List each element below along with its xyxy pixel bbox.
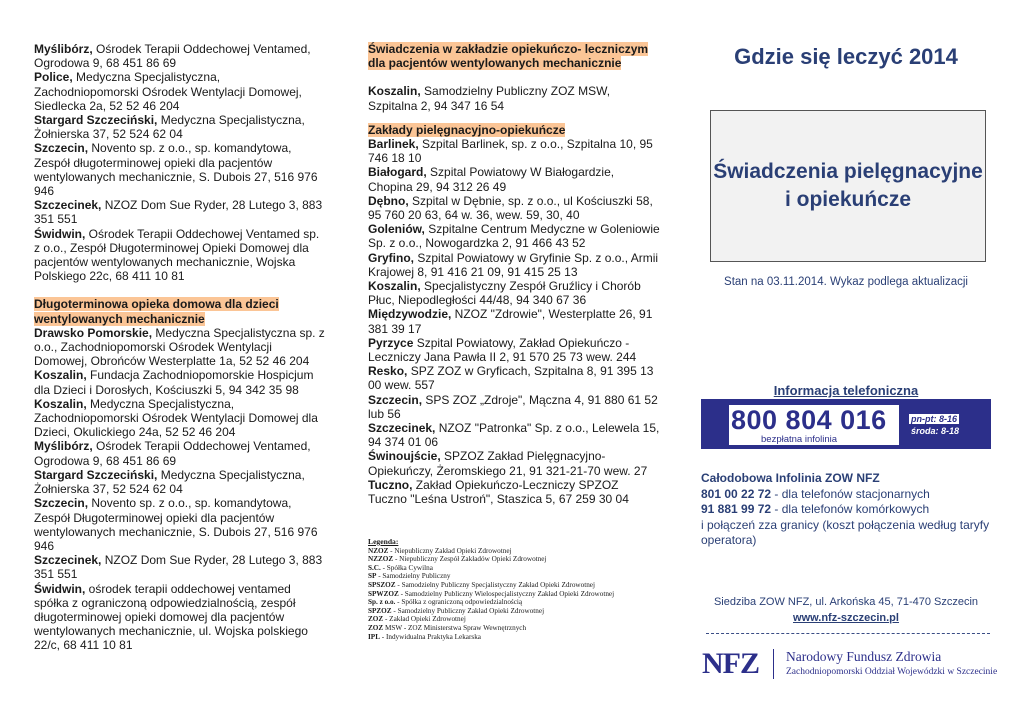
entry-details: NZOZ Dom Sue Ryder, 28 Lutego 3, 883 351 551: [34, 553, 323, 582]
address: Siedziba ZOW NFZ, ul. Arkońska 45, 71-470 Szczecin: [713, 596, 979, 608]
entry-city: Gryfino,: [368, 250, 415, 265]
section-header-zol: [368, 42, 660, 70]
list-item: [34, 468, 326, 496]
list-item: [368, 364, 660, 392]
list-item: [368, 165, 660, 193]
entry-details: Medyczna Specjalistyczna sp. z o.o., Zachodniopomorski Ośrodek Wentylacji Domowej, Obrońców Westerplatte 1a, 52 52 46 204: [34, 325, 325, 369]
list-item: [368, 137, 660, 165]
page-title: Gdzie się leczyć 2014: [734, 44, 958, 69]
hotline-number[interactable]: 800 804 016: [731, 405, 887, 435]
entry-city: Białogard,: [368, 165, 427, 180]
entry-details: Medyczna Specjalistyczna, Zachodniopomorski Ośrodek Wentylacji Domowej dla Dzieci, Okulickiego 24a, 52 52 46 204: [34, 396, 318, 440]
list-item: [368, 393, 660, 421]
list-item: [34, 326, 326, 369]
zol-list: [368, 84, 660, 112]
legend-item: [368, 581, 628, 590]
entry-city: Goleniów,: [368, 222, 425, 237]
cal-title: Całodobowa Infolinia ZOW NFZ: [701, 471, 880, 485]
legend-desc: - Indywidualna Praktyka Lekarska: [379, 632, 481, 641]
legend-abbr: NZOZ: [368, 546, 389, 555]
entry-details: Samodzielny Publiczny ZOZ MSW, Szpitalna 2, 94 347 16 54: [368, 84, 611, 113]
cover-title: Świadczenia pielęgnacyjne i opiekuńcze: [713, 160, 983, 211]
entry-details: Fundacja Zachodniopomorskie Hospicjum dla Dzieci i Dorosłych, Kościuszki 5, 94 342 35 98: [34, 368, 314, 397]
entry-city: Barlinek,: [368, 137, 419, 152]
section-header-children: [34, 297, 326, 325]
legend-item: [368, 547, 628, 556]
legend-abbr: SPSZOZ: [368, 580, 396, 589]
entry-city: Myślibórz,: [34, 42, 93, 56]
entry-city: Stargard Szczeciński,: [34, 467, 158, 482]
list-item: [34, 198, 326, 226]
cal-number-mobile[interactable]: 91 881 99 72: [701, 502, 772, 516]
update-note: Stan na 03.11.2014. Wykaz podlega aktualizacji: [724, 276, 968, 288]
legend-abbr: SPWZOZ: [368, 589, 399, 598]
cal-desc-abroad: i połączeń zza granicy (koszt połączenia według taryfy operatora): [701, 517, 990, 547]
entry-city: Świdwin,: [34, 226, 86, 241]
entry-city: Tuczno,: [368, 477, 413, 492]
entry-details: Zakład Opiekuńczo-Leczniczy SPZOZ Tuczno "Leśna Ustroń", Staszica 5, 67 259 30 04: [368, 477, 629, 507]
list-item: [34, 397, 326, 440]
section-header-zpo: [368, 123, 660, 137]
legend-desc: - Spółka Cywilna: [380, 563, 433, 572]
legend-desc: - Samodzielny Publiczny: [376, 572, 451, 581]
entry-details: SPZ ZOZ w Gryficach, Szpitalna 8, 91 395 13 00 wew. 557: [368, 364, 654, 393]
zpo-list: [368, 137, 660, 506]
entry-details: NZOZ "Patronka" Sp. z o.o., Lelewela 15, 94 374 01 06: [368, 421, 660, 450]
legend-abbr: ZOZ: [368, 615, 384, 624]
legend-title: Legenda:: [368, 537, 399, 546]
list-item: [34, 227, 326, 284]
entry-city: Świnoujście,: [368, 449, 441, 464]
hotline-hours: [903, 413, 959, 437]
hours-weekdays: pn-pt: 8-16: [911, 414, 957, 424]
entry-city: Police,: [34, 70, 73, 85]
list-item: [34, 439, 326, 467]
legend-item: [368, 598, 628, 607]
entry-city: Resko,: [368, 364, 408, 379]
legend-desc: - Samodzielny Publiczny Zakład Opieki Zdrowotnej: [391, 606, 545, 615]
entry-details: Szpital Powiatowy w Gryfinie Sp. z o.o., Armii Krajowej 8, 91 416 21 09, 91 415 25 13: [368, 250, 659, 279]
section-header-children-text: Długoterminowa opieka domowa dla dzieci wentylowanych mechanicznie: [34, 297, 279, 326]
legend-desc: - Samodzielny Publiczny Wielospecjalistyczny Zakład Opieki Zdrowotnej: [398, 589, 615, 598]
legend-item: [368, 590, 628, 599]
entry-details: SPZOZ Zakład Pielęgnacyjno-Opiekuńczy, Żeromskiego 21, 91 321-21-70 wew. 27: [368, 449, 648, 478]
info-heading: Informacja telefoniczna: [773, 383, 919, 398]
entry-city: Świdwin,: [34, 581, 86, 596]
list-item: [368, 194, 660, 222]
entry-details: Medyczna Specjalistyczna, Żołnierska 37, 52 524 62 04: [34, 467, 305, 497]
cal-desc-landline: - dla telefonów stacjonarnych: [771, 486, 930, 501]
list-item: [34, 368, 326, 396]
legend-abbr: IPL: [368, 632, 380, 641]
legend-abbr: S.C.: [368, 563, 381, 572]
list-item: [34, 42, 326, 70]
legend-desc: - Niepubliczny Zakład Opieki Zdrowotnej: [388, 546, 512, 555]
home-ventilation-adults-list: [34, 42, 326, 283]
list-item: [368, 421, 660, 449]
legend-item: [368, 564, 628, 573]
section-header-zol-text: Świadczenia w zakładzie opiekuńczo- leczniczym dla pacjentów wentylowanych mechanicznie: [368, 42, 649, 71]
legend-item: [368, 572, 628, 581]
list-item: [34, 496, 326, 553]
entry-details: Szpital Barlinek, sp. z o.o., Szpitalna 10, 95 746 18 10: [368, 137, 653, 166]
entry-details: Ośrodek Terapii Oddechowej Ventamed, Ogrodowa 9, 68 451 86 69: [34, 42, 311, 71]
entry-city: Koszalin,: [368, 84, 421, 99]
legend-desc: - Niepubliczny Zespół Zakładów Opieki Zdrowotnej: [393, 555, 547, 564]
dashed-divider: [706, 633, 990, 634]
column-middle: [368, 42, 660, 506]
list-item: [368, 336, 660, 364]
entry-details: Specjalistyczny Zespół Gruźlicy i Chorób Płuc, Niepodległości 44/48, 94 340 67 36: [368, 279, 641, 308]
entry-details: Ośrodek Terapii Oddechowej Ventamed sp. z o.o., Zespół Długoterminowej Opieki Domowej dla pacjentów wentylowanych mechanicznie, Wojska Polskiego 22c, 68 411 10 81: [34, 226, 320, 284]
legend-item: [368, 607, 628, 616]
list-item: [368, 449, 660, 477]
nfz-logo-mark: NFZ: [702, 647, 759, 680]
list-item: [34, 582, 326, 653]
org-branch: Zachodniopomorski Oddział Wojewódzki w Szczecinie: [786, 667, 998, 677]
list-item: [34, 141, 326, 198]
entry-details: Novento sp. z o.o., sp. komandytowa, Zespół długoterminowej opieki dla pacjentów wentylowanych mechanicznie, S. Dubois 27, 516 976 946: [34, 141, 318, 199]
list-item: [368, 307, 660, 335]
entry-city: Pyrzyce: [368, 335, 414, 350]
cal-number-landline[interactable]: 801 00 22 72: [701, 486, 772, 501]
entry-city: Szczecinek,: [34, 198, 102, 213]
entry-details: Szpital Powiatowy, Zakład Opiekuńczo - Leczniczy Jana Pawła II 2, 91 570 25 73 wew. 244: [368, 335, 637, 365]
column-left: [34, 42, 326, 653]
entry-city: Szczecin,: [34, 496, 89, 511]
entry-details: Medyczna Specjalistyczna, Zachodniopomorski Ośrodek Wentylacji Domowej, Siedlecka 2a, 52 52 46 204: [34, 70, 302, 113]
entry-city: Międzywodzie,: [368, 307, 452, 322]
entry-details: ośrodek terapii oddechowej ventamed spółka z ograniczoną odpowiedzialnością, zespół długoterminowej opieki domowej dla pacjentów wentylowanych mechanicznie, ul. Wojska polskiego 22/c, 68 411 10 81: [34, 581, 308, 653]
logo-divider: [773, 649, 774, 679]
list-item: [34, 70, 326, 113]
entry-details: Novento sp. z o.o., sp. komandytowa, Zespół Długoterminowej opieki dla pacjentów wentylowanych mechanicznie, S. Dubois 27, 516 976 946: [34, 496, 318, 553]
legend-desc: - Spółka z ograniczoną odpowiedzialnością: [395, 598, 523, 607]
home-ventilation-children-list: [34, 326, 326, 653]
cover-box: [710, 110, 986, 262]
legend-item: [368, 615, 628, 624]
hotline-free-label: bezpłatna infolinia: [761, 434, 838, 445]
list-item: [34, 553, 326, 581]
entry-city: Koszalin,: [34, 368, 87, 383]
hours-wednesday: środa: 8-18: [910, 426, 959, 436]
legend-abbr: ZOZ: [368, 623, 384, 632]
list-item: [34, 113, 326, 141]
entry-city: Szczecinek,: [34, 553, 102, 568]
legend-desc: - Zakład Opieki Zdrowotnej: [383, 615, 466, 624]
entry-details: Szpital Powiatowy W Białogardzie, Chopina 29, 94 312 26 49: [368, 165, 615, 194]
entry-city: Drawsko Pomorskie,: [34, 325, 153, 340]
legend-item: [368, 555, 628, 564]
entry-details: Ośrodek Terapii Oddechowej Ventamed, Ogrodowa 9, 68 451 86 69: [34, 439, 311, 468]
cal-desc-mobile: - dla telefonów komórkowych: [771, 502, 930, 516]
legend: [368, 538, 628, 641]
entry-city: Dębno,: [368, 193, 409, 208]
legend-item: [368, 633, 628, 642]
list-item: [368, 84, 660, 112]
list-item: [368, 222, 660, 250]
legend-items: [368, 547, 628, 642]
entry-city: Koszalin,: [368, 279, 421, 294]
entry-city: Koszalin,: [34, 396, 87, 411]
list-item: [368, 251, 660, 279]
legend-abbr: NZZOZ: [368, 555, 394, 564]
entry-details: SPS ZOZ „Zdroje", Mączna 4, 91 880 61 52 lub 56: [368, 392, 658, 421]
entry-details: Medyczna Specjalistyczna, Żołnierska 37, 52 524 62 04: [34, 113, 305, 142]
entry-city: Szczecin,: [368, 392, 423, 407]
round-the-clock-info: [701, 471, 991, 549]
entry-city: Stargard Szczeciński,: [34, 113, 158, 128]
entry-details: Szpital w Dębnie, sp. z o.o., ul Kościuszki 58, 95 760 20 63, 64 w. 36, wew. 59, 30, 40: [368, 193, 653, 223]
entry-details: NZOZ "Zdrowie", Westerplatte 26, 91 381 39 17: [368, 307, 653, 336]
legend-abbr: SP: [368, 572, 377, 581]
section-header-zpo-text: Zakłady pielęgnacyjno-opiekuńcze: [368, 122, 566, 137]
legend-abbr: SPZOZ: [368, 606, 392, 615]
website-link[interactable]: www.nfz-szczecin.pl: [793, 612, 899, 624]
entry-details: Szpitalne Centrum Medyczne w Goleniowie Sp. z o.o., Nowogardzka 2, 91 466 43 52: [368, 222, 660, 251]
legend-desc: - Samodzielny Publiczny Specjalistyczny Zakład Opieki Zdrowotnej: [395, 580, 595, 589]
entry-city: Myślibórz,: [34, 439, 93, 454]
legend-desc: MSW - ZOZ Ministerstwa Spraw Wewnętrznych: [383, 623, 527, 632]
entry-details: NZOZ Dom Sue Ryder, 28 Lutego 3, 883 351 551: [34, 198, 323, 227]
legend-abbr: Sp. z o.o.: [368, 598, 396, 607]
list-item: [368, 279, 660, 307]
hotline-banner: [701, 399, 991, 449]
legend-item: [368, 624, 628, 633]
nfz-logo: [700, 645, 1015, 681]
org-name: Narodowy Fundusz Zdrowia: [786, 649, 942, 664]
entry-city: Szczecinek,: [368, 421, 436, 436]
list-item: [368, 478, 660, 506]
entry-city: Szczecin,: [34, 141, 89, 156]
